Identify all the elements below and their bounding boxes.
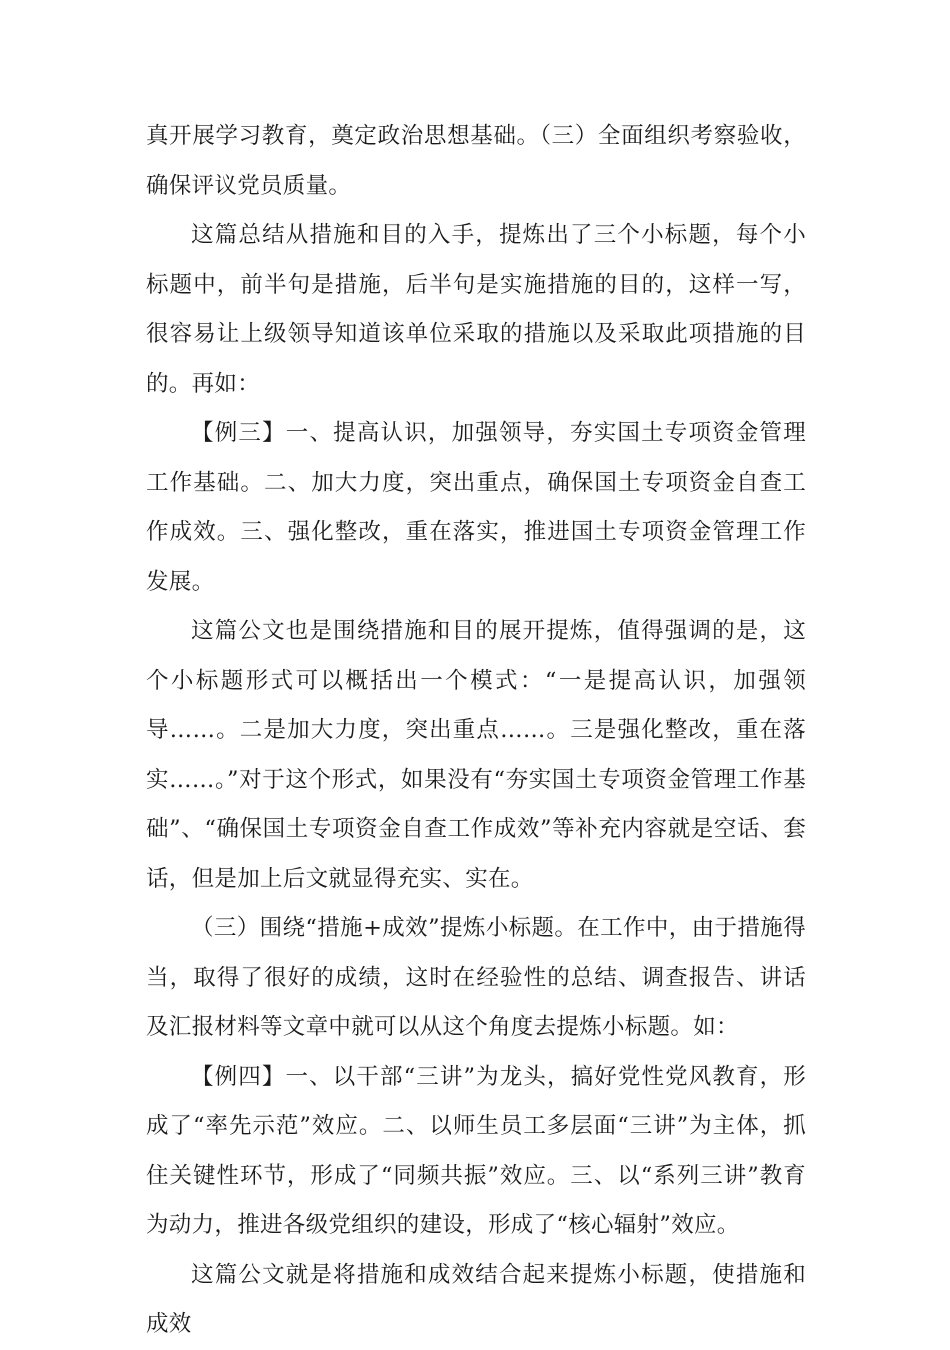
paragraph-2: 这篇总结从措施和目的入手，提炼出了三个小标题，每个小标题中，前半句是措施，后半句是实施措施的目的，这样一写，很容易让上级领导知道该单位采取的措施以及采取此项措施的目的。再如： [146,222,806,397]
paragraph-1: 真开展学习教育，奠定政治思想基础。（三）全面组织考察验收，确保评议党员质量。 [146,123,806,199]
paragraph-4: 这篇公文也是围绕措施和目的展开提炼，值得强调的是，这个小标题形式可以概括出一个模式：“一是提高认识，加强领导……。二是加大力度，突出重点……。三是强化整改，重在落实……。”对于这个形式，如果没有“夯实国土专项资金管理工作基础”、“确保国土专项资金自查工作成效”等补充内容就是空话、套话，但是加上后文就显得充实、实在。 [146,618,806,892]
paragraph-7: 这篇公文就是将措施和成效结合起来提炼小标题，使措施和成效 [146,1261,806,1337]
paragraph-6-example-four: 【例四】一、以干部“三讲”为龙头，搞好党性党风教育，形成了“率先示范”效应。二、以师生员工多层面“三讲”为主体，抓住关键性环节，形成了“同频共振”效应。三、以“系列三讲”教育为动力，推进各级党组织的建设，形成了“核心辐射”效应。 [146,1063,806,1238]
paragraph-3-example-three: 【例三】一、提高认识，加强领导，夯实国土专项资金管理工作基础。二、加大力度，突出重点，确保国土专项资金自查工作成效。三、强化整改，重在落实，推进国土专项资金管理工作发展。 [146,420,806,595]
body-text [146,112,806,1350]
paragraph-5-section-heading: （三）围绕“措施+成效”提炼小标题。在工作中，由于措施得当，取得了很好的成绩，这时在经验性的总结、调查报告、讲话及汇报材料等文章中就可以从这个角度去提炼小标题。如： [146,915,806,1040]
